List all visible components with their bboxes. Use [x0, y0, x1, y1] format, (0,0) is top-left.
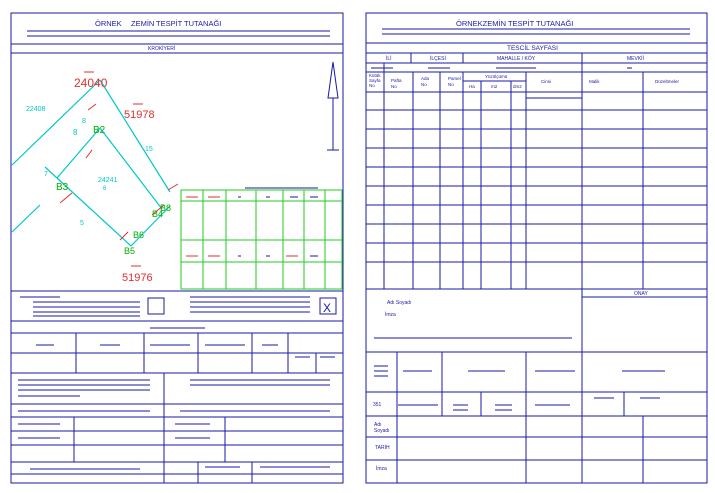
- lot-number: 8: [73, 128, 78, 137]
- tescil-title: TESCİL SAYFASI: [507, 45, 558, 52]
- left-title-word-3: TESPİT: [156, 19, 183, 28]
- head-m2: m2: [491, 84, 498, 89]
- parcel-number-51976: [122, 266, 153, 284]
- head-ha: Ha: [469, 84, 475, 89]
- edge-label: 15: [145, 146, 153, 153]
- head-duzeltme: Düzeltmeler: [655, 79, 680, 84]
- lot-number: 5: [80, 220, 84, 227]
- head-cinsi: Cinsi: [541, 79, 552, 84]
- lot-number: 6: [103, 186, 107, 192]
- lot-number: 8: [82, 118, 86, 125]
- dimension-ticks: [60, 104, 178, 240]
- parcel-number: 51978: [124, 109, 155, 121]
- row-soyadi-label: Soyadı: [374, 428, 390, 434]
- parcel-number: 24040: [74, 76, 108, 90]
- left-form: [11, 13, 343, 483]
- row-no-label: 351: [373, 402, 382, 408]
- point-label: B6: [133, 230, 145, 240]
- point-label: B3: [56, 182, 69, 193]
- parcel-number-51978: [124, 104, 155, 121]
- head-parsel-2: No: [448, 82, 454, 87]
- imza-label: İmza: [385, 312, 396, 318]
- point-label: B8: [160, 203, 172, 213]
- onay-label: ONAY: [634, 291, 648, 297]
- kroki-label: KROKİYERİ: [148, 46, 176, 52]
- checkbox-x-mark: X: [323, 301, 332, 315]
- inner-parcel-number: 24241: [98, 177, 118, 184]
- north-arrow: [327, 62, 339, 150]
- head-pafta-2: No: [391, 84, 397, 89]
- head-ada-1: Ada: [421, 76, 430, 81]
- col-ili: İLİ: [386, 56, 392, 62]
- row-adi-label: Adı: [374, 422, 382, 428]
- lot-number: 7: [44, 171, 48, 178]
- head-malik: Malik: [589, 79, 600, 84]
- col-ilcesi: İLÇESİ: [430, 56, 446, 62]
- adi-soyadi-label: Adı Soyadı: [387, 300, 412, 306]
- col-mevkii: MEVKİİ: [627, 56, 644, 62]
- left-title-word-2: ZEMİN: [131, 19, 155, 28]
- parcel-boundaries: [12, 80, 170, 246]
- right-title: ÖRNEKZEMİN TESPİT TUTANAĞI: [456, 19, 574, 28]
- head-parsel-1: Parsel: [448, 76, 461, 81]
- left-title-word-4: TUTANAĞI: [184, 19, 222, 28]
- left-title-word-1: ÖRNEK: [95, 19, 122, 28]
- head-ada-2: No: [421, 82, 427, 87]
- head-kutuk-2: Sayfa: [369, 78, 381, 83]
- head-kutuk-3: No: [369, 83, 375, 88]
- head-pafta-1: Pafta: [391, 78, 402, 83]
- row-imza-label: İmza: [376, 466, 387, 472]
- col-mahalle: MAHALLE / KÖY: [497, 56, 536, 62]
- point-label: B5: [124, 246, 136, 256]
- left-title: [95, 19, 221, 28]
- survey-points: [56, 125, 171, 256]
- parcel-number-24040: [74, 72, 108, 90]
- head-yuzolcumu: Yüzölçümü: [485, 74, 508, 79]
- right-form-fill-lines: [371, 29, 690, 410]
- sketch-grid-table: [181, 190, 342, 289]
- point-label: B4: [152, 209, 164, 219]
- head-kutuk-1: Kütük: [369, 73, 381, 78]
- area-label: 22408: [26, 106, 46, 113]
- sketch-area: [12, 62, 342, 289]
- grid-blue-ticks: [238, 188, 318, 256]
- head-dm2: dm2: [513, 84, 522, 89]
- left-form-fill-lines: [18, 297, 335, 469]
- row-tarih-label: TARİH: [375, 445, 390, 451]
- parcel-number: 51976: [122, 272, 153, 284]
- point-label: B2: [93, 125, 106, 136]
- header-columns: [386, 55, 644, 62]
